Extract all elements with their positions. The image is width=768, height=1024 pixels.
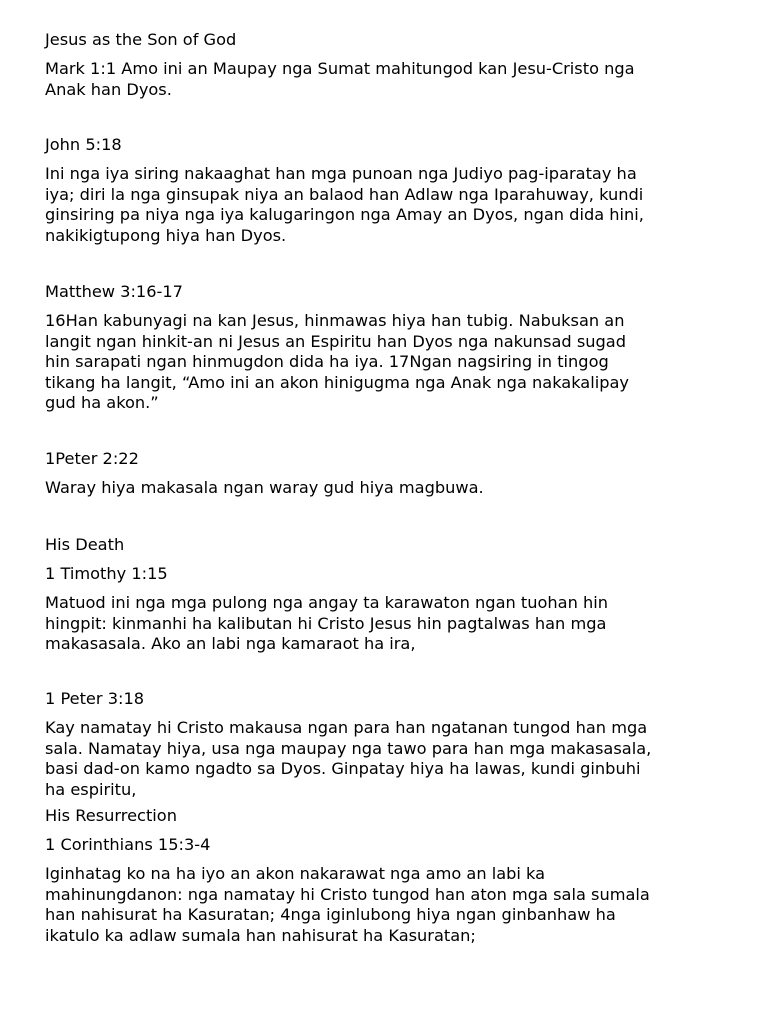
section-heading: His Death <box>45 535 125 554</box>
verse-reference: 1 Timothy 1:15 <box>45 564 168 583</box>
verse-paragraph: 16Han kabunyagi na kan Jesus, hinmawas hiya han tubig. Nabuksan an langit ngan hinkit-an ni Jesus an Espiritu han Dyos nga nakunsad sugad hin sarapati ngan hinmugdon dida ha iya. 17Ngan nagsiring in tingog tikang ha langit, “Amo ini an akon hinigugma nga Anak nga nakakalipay gud ha akon.” <box>45 311 629 412</box>
verse-paragraph: Mark 1:1 Amo ini an Maupay nga Sumat mahitungod kan Jesu-Cristo nga Anak han Dyos. <box>45 59 635 99</box>
verse-reference: Matthew 3:16-17 <box>45 282 183 301</box>
section-heading: Jesus as the Son of God <box>45 30 237 49</box>
verse-reference: 1Peter 2:22 <box>45 449 139 468</box>
verse-paragraph: Ini nga iya siring nakaaghat han mga punoan nga Judiyo pag-iparatay ha iya; diri la nga ginsupak niya an balaod han Adlaw nga Iparahuway, kundi ginsiring pa niya nga iya kalugaringon nga Amay an Dyos, ngan dida hini, nakikigtupong hiya han Dyos. <box>45 164 644 245</box>
verse-paragraph: Iginhatag ko na ha iyo an akon nakarawat nga amo an labi ka mahinungdanon: nga namatay hi Cristo tungod han aton mga sala sumala han nahisurat ha Kasuratan; 4nga iginlubong hiya ngan ginbanhaw ha ikatulo ka adlaw sumala han nahisurat ha Kasuratan; <box>45 864 650 945</box>
verse-paragraph: Matuod ini nga mga pulong nga angay ta karawaton ngan tuohan hin hingpit: kinmanhi ha kalibutan hi Cristo Jesus hin pagtalwas han mga makasasala. Ako an labi nga kamaraot ha ira, <box>45 593 609 653</box>
verse-paragraph: Kay namatay hi Cristo makausa ngan para han ngatanan tungod han mga sala. Namatay hiya, usa nga maupay nga tawo para han mga makasasala, basi dad-on kamo ngadto sa Dyos. Ginpatay hiya ha lawas, kundi ginbuhi ha espiritu, <box>45 718 652 799</box>
verse-paragraph: Waray hiya makasala ngan waray gud hiya magbuwa. <box>45 478 484 497</box>
verse-reference: 1 Corinthians 15:3-4 <box>45 835 211 854</box>
verse-reference: 1 Peter 3:18 <box>45 689 145 708</box>
section-heading: His Resurrection <box>45 806 177 825</box>
verse-reference: John 5:18 <box>45 135 122 154</box>
